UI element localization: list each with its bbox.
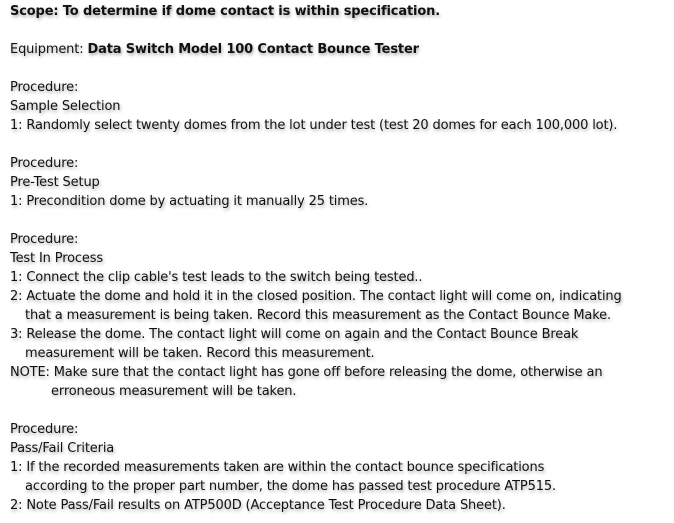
step-item bbox=[10, 116, 670, 135]
step-text-continued: according to the proper part number, the dome has passed test procedure ATP515. bbox=[25, 479, 556, 494]
section-pass-fail-criteria bbox=[10, 420, 670, 515]
section-title: Sample Selection bbox=[10, 99, 121, 114]
step-text: Randomly select twenty domes from the lot under test (test 20 domes for each 100,000 lot). bbox=[26, 118, 618, 133]
step-item bbox=[10, 192, 670, 211]
section-pre-test-setup bbox=[10, 154, 670, 211]
step-number: 1: bbox=[10, 194, 27, 209]
step-item bbox=[10, 496, 670, 515]
step-text: If the recorded measurements taken are within the contact bounce specifications bbox=[26, 460, 545, 475]
section-sample-selection bbox=[10, 78, 670, 135]
spacer bbox=[10, 135, 670, 154]
step-number: 3: bbox=[10, 327, 27, 342]
step-item bbox=[10, 268, 670, 287]
step-text-continued: measurement will be taken. Record this measurement. bbox=[25, 346, 375, 361]
step-item bbox=[10, 325, 670, 344]
equipment-line bbox=[10, 40, 670, 59]
spacer bbox=[10, 401, 670, 420]
spacer bbox=[10, 211, 670, 230]
step-text: Precondition dome by actuating it manually 25 times. bbox=[26, 194, 369, 209]
section-title: Test In Process bbox=[10, 251, 104, 266]
step-number: 2: bbox=[10, 289, 27, 304]
step-number: 2: bbox=[10, 498, 27, 513]
section-test-in-process bbox=[10, 230, 670, 401]
section-title: Pass/Fail Criteria bbox=[10, 441, 115, 456]
equipment-label: Equipment: bbox=[10, 42, 88, 57]
step-text-continued: that a measurement is being taken. Record this measurement as the Contact Bounce Make. bbox=[25, 308, 611, 323]
step-number: 1: bbox=[10, 118, 27, 133]
section-heading: Procedure: bbox=[10, 156, 79, 171]
step-number: 1: bbox=[10, 460, 27, 475]
step-text: Actuate the dome and hold it in the closed position. The contact light will come on, indicating bbox=[26, 289, 622, 304]
note-text-continued: erroneous measurement will be taken. bbox=[51, 384, 297, 399]
step-text: Connect the clip cable's test leads to the switch being tested.. bbox=[26, 270, 423, 285]
step-number: 1: bbox=[10, 270, 27, 285]
step-item bbox=[10, 458, 670, 477]
step-text: Release the dome. The contact light will come on again and the Contact Bounce Break bbox=[26, 327, 579, 342]
step-item bbox=[10, 287, 670, 306]
spacer bbox=[10, 59, 670, 78]
equipment-value: Data Switch Model 100 Contact Bounce Tester bbox=[87, 42, 419, 57]
scope-line: Scope: To determine if dome contact is within specification. bbox=[10, 4, 440, 19]
note-item bbox=[10, 363, 670, 382]
step-text: Note Pass/Fail results on ATP500D (Acceptance Test Procedure Data Sheet). bbox=[26, 498, 506, 513]
section-title: Pre-Test Setup bbox=[10, 175, 100, 190]
section-heading: Procedure: bbox=[10, 422, 79, 437]
section-heading: Procedure: bbox=[10, 80, 79, 95]
section-heading: Procedure: bbox=[10, 232, 79, 247]
note-label: NOTE: bbox=[10, 365, 54, 380]
spacer bbox=[10, 21, 670, 40]
procedure-document bbox=[10, 2, 670, 515]
note-text: Make sure that the contact light has gone off before releasing the dome, otherwise an bbox=[53, 365, 603, 380]
